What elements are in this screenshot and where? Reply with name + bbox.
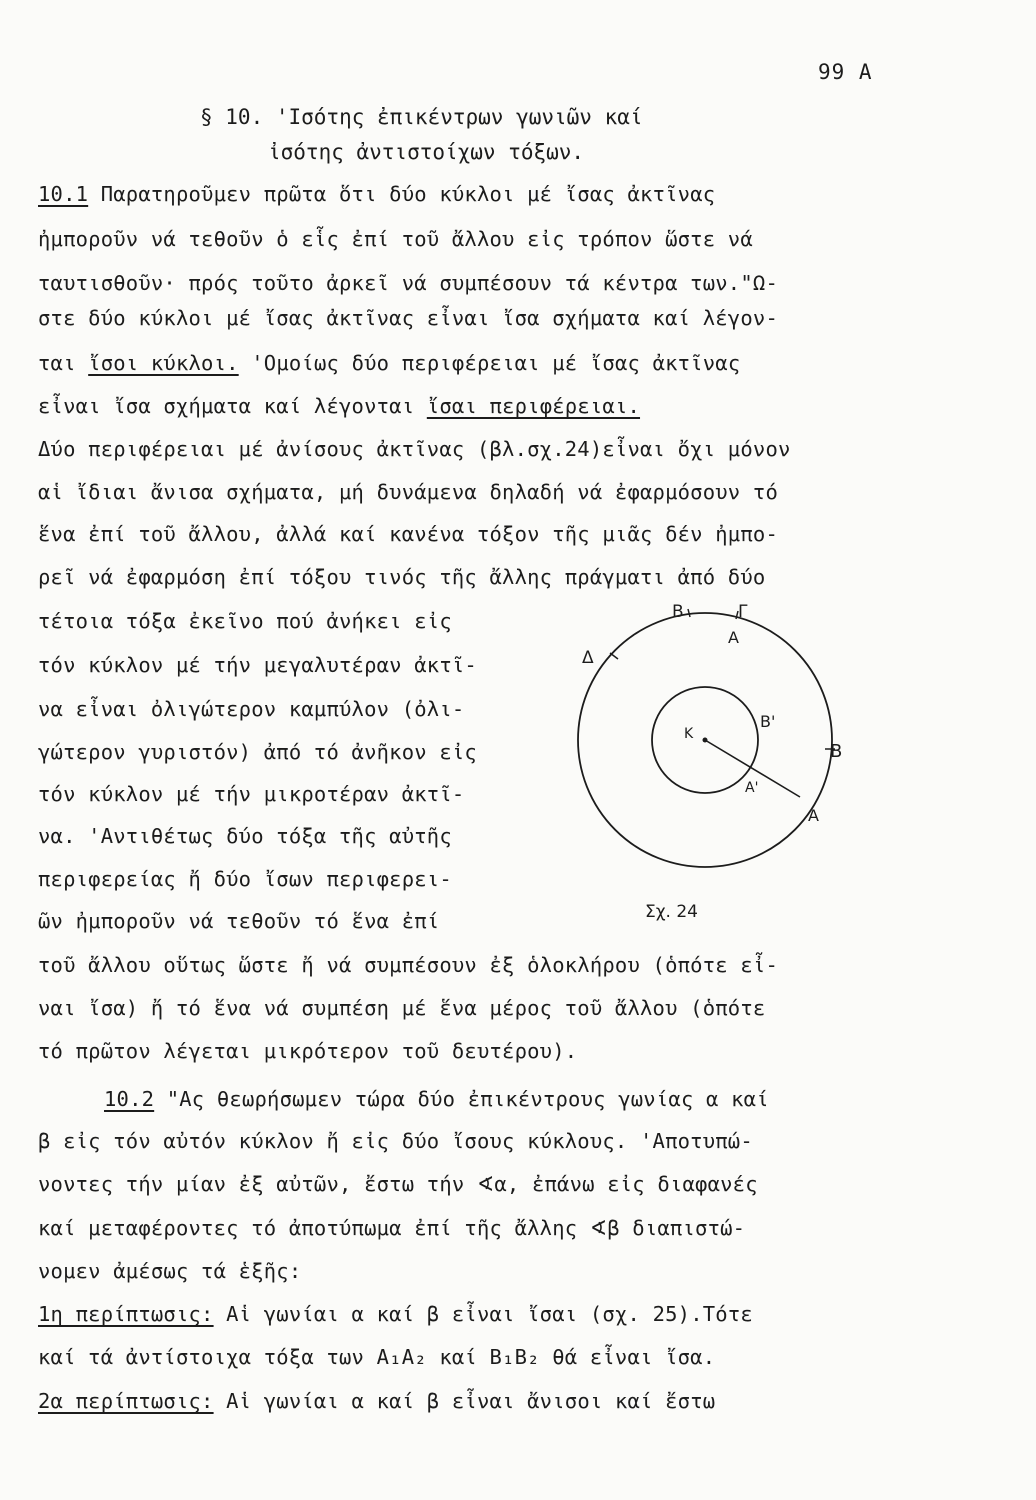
text-line-29 (38, 1389, 715, 1413)
paragraph-number-10-1: 10.1 (38, 182, 89, 206)
text-line-26: νομεν ἀμέσως τά ἑξῆς: (38, 1259, 302, 1283)
text-line-1-content: Παρατηροῦμεν πρῶτα ὅτι δύο κύκλοι μέ ἴσας ἀκτῖνας (88, 182, 716, 206)
center-point (703, 738, 708, 743)
tick-delta (610, 653, 618, 659)
text-line-29-content: Αἱ γωνίαι α καί β εἶναι ἄνισοι καί ἔστω (213, 1389, 716, 1413)
text-line-23: β εἰς τόν αὐτόν κύκλον ἤ εἰς δύο ἴσους κύκλους. 'Αποτυπώ- (38, 1129, 753, 1153)
section-title-line-1: § 10. 'Ισότης ἐπικέντρων γωνιῶν καί (200, 105, 643, 129)
text-line-1 (38, 182, 715, 206)
text-line-13: να εἶναι ὀλιγώτερον καμπύλον (ὀλι- (38, 697, 465, 721)
text-line-2: ἠμποροῦν νά τεθοῦν ὁ εἷς ἐπί τοῦ ἄλλου εἰς τρόπον ὥστε νά (38, 227, 753, 251)
figure-caption: Σχ. 24 (645, 902, 699, 922)
text-line-7: Δύο περιφέρειαι μέ ἀνίσους ἀκτῖνας (βλ.σχ.24)εἶναι ὄχι μόνον (38, 437, 791, 461)
text-line-27-content: Αἱ γωνίαι α καί β εἶναι ἴσαι (σχ. 25).Τότε (213, 1302, 753, 1326)
tick-b-top (688, 609, 690, 617)
text-line-24: νοντες τήν μίαν ἐξ αὐτῶν, ἔστω τήν ∢α, ἐπάνω εἰς διαφανές (38, 1172, 758, 1196)
label-b-top: B (672, 602, 684, 622)
text-line-14: γώτερον γυριστόν) ἀπό τό ἀνῆκον εἰς (38, 740, 477, 764)
text-line-16: να. 'Αντιθέτως δύο τόξα τῆς αὐτῆς (38, 824, 452, 848)
text-line-8: αἱ ἴδιαι ἄνισα σχήματα, μή δυνάμενα δηλαδή νά ἐφαρμόσουν τό (38, 480, 778, 504)
label-gamma: Γ (738, 602, 748, 622)
paragraph-number-10-2: 10.2 (104, 1087, 155, 1111)
text-line-15: τόν κύκλον μέ τήν μικροτέραν ἀκτῖ- (38, 782, 465, 806)
text-line-6-a: εἶναι ἴσα σχήματα καί λέγονται (38, 394, 427, 418)
label-b-right: B (830, 741, 843, 762)
text-line-22-content: "Ας θεωρήσωμεν τώρα δύο ἐπικέντρους γωνίας α καί (154, 1087, 769, 1111)
text-line-27 (38, 1302, 753, 1326)
text-line-5-a: ται (38, 351, 89, 375)
label-a-top: A (728, 628, 739, 647)
page-number: 99 A (818, 60, 873, 84)
label-k: K (684, 726, 694, 742)
figure-24-concentric-circles (560, 595, 890, 925)
text-line-5-b: 'Ομοίως δύο περιφέρειαι μέ ἴσας ἀκτῖνας (238, 351, 741, 375)
text-line-5 (38, 351, 740, 375)
text-line-28: καί τά ἀντίστοιχα τόξα των A₁A₂ καί B₁B₂ θά εἶναι ἴσα. (38, 1345, 716, 1369)
label-a-prime: A' (745, 780, 759, 796)
text-line-4: στε δύο κύκλοι μέ ἴσας ἀκτῖνας εἶναι ἴσα σχήματα καί λέγον- (38, 306, 778, 330)
text-line-20: ναι ἴσα) ἤ τό ἕνα νά συμπέση μέ ἕνα μέρος τοῦ ἄλλου (ὁπότε (38, 996, 766, 1020)
label-delta: Δ (582, 648, 594, 668)
text-line-21: τό πρῶτον λέγεται μικρότερον τοῦ δευτέρου). (38, 1039, 578, 1063)
text-line-17: περιφερείας ἤ δύο ἴσων περιφερει- (38, 867, 452, 891)
term-isai-perifereiai: ἴσαι περιφέρειαι. (426, 394, 641, 418)
term-isoi-kykloi: ἴσοι κύκλοι. (88, 351, 239, 375)
text-line-25: καί μεταφέροντες τό ἀποτύπωμα ἐπί τῆς ἄλλης ∢β διαπιστώ- (38, 1216, 746, 1240)
label-a-bottom: A (808, 806, 819, 825)
text-line-12: τόν κύκλον μέ τήν μεγαλυτέραν ἀκτῖ- (38, 653, 477, 677)
text-line-11: τέτοια τόξα ἐκεῖνο πού ἀνήκει εἰς (38, 609, 452, 633)
text-line-3: ταυτισθοῦν· πρός τοῦτο ἀρκεῖ νά συμπέσουν τά κέντρα των."Ω- (38, 271, 778, 295)
case-2-label: 2α περίπτωσις: (38, 1389, 214, 1413)
case-1-label: 1η περίπτωσις: (38, 1302, 214, 1326)
section-title-line-2: ἰσότης ἀντιστοίχων τόξων. (268, 140, 585, 164)
text-line-9: ἕνα ἐπί τοῦ ἄλλου, ἀλλά καί κανένα τόξον τῆς μιᾶς δέν ἠμπο- (38, 522, 778, 546)
text-line-6 (38, 394, 640, 418)
text-line-19: τοῦ ἄλλου οὕτως ὥστε ἤ νά συμπέσουν ἐξ ὁλοκλήρου (ὁπότε εἶ- (38, 953, 778, 977)
text-line-22 (104, 1087, 769, 1111)
label-b-prime: B' (760, 712, 776, 731)
text-line-10: ρεῖ νά ἐφαρμόση ἐπί τόξου τινός τῆς ἄλλης πράγματι ἀπό δύο (38, 565, 766, 589)
text-line-18: ῶν ἠμποροῦν νά τεθοῦν τό ἕνα ἐπί (38, 909, 440, 933)
